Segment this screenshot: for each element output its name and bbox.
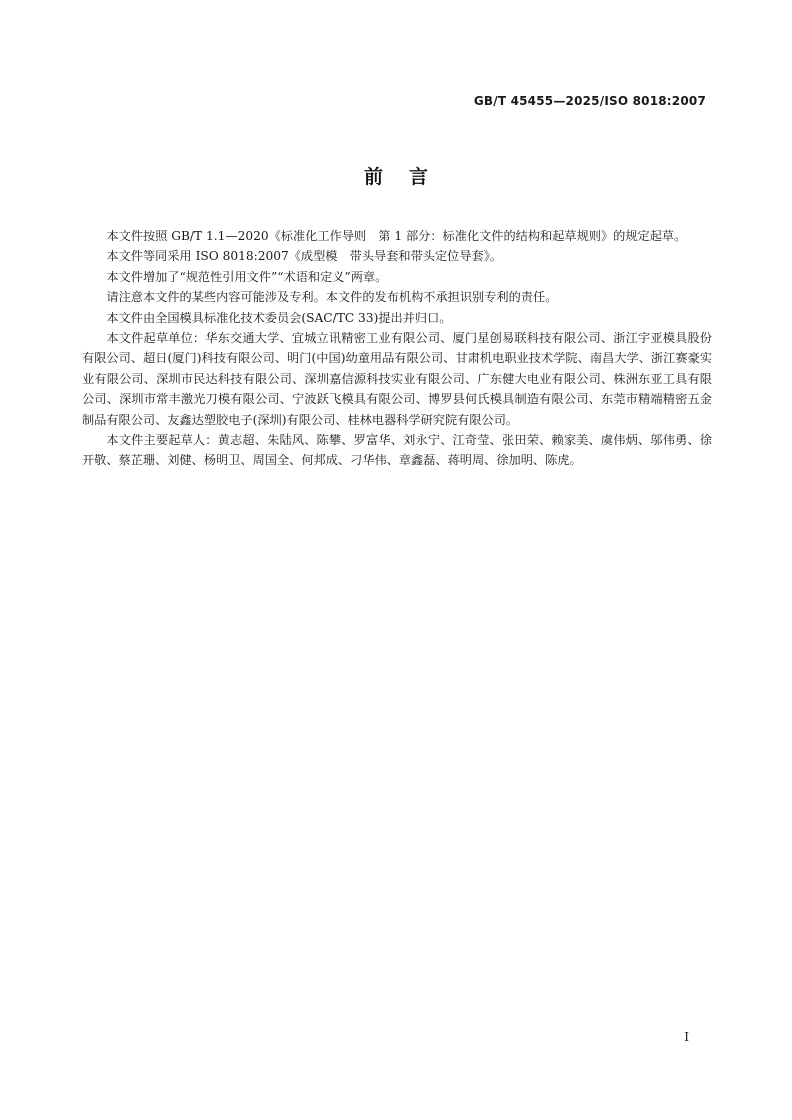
paragraph-drafting-rules: 本文件按照 GB/T 1.1—2020《标准化工作导则 第 1 部分：标准化文件的结构和起草规则》的规定起草。	[106, 229, 687, 243]
paragraph-added-chapters: 本文件增加了“规范性引用文件”“术语和定义”两章。	[106, 269, 388, 284]
page-title: 前言	[363, 166, 454, 188]
paragraph-drafting-organizations: 本文件起草单位：华东交通大学、宜城立讯精密工业有限公司、厦门星创易联科技有限公司、浙江宇亚模具股份有限公司、超日(厦门)科技有限公司、明门(中国)幼童用品有限公司、甘肃机电职业技术学院、南昌大学、浙江赛豪实业有限公司、深圳市民达科技有限公司、深圳嘉信源科技实业有限公司、广东健大电业有限公司、株洲东亚工具有限公司、深圳市常丰激光刀模有限公司、宁波跃飞模具有限公司、博罗县何氏模具制造有限公司、东莞市精端精密五金制品有限公司、友鑫达塑胶电子(深圳)有限公司、桂林电器科学研究院有限公司。	[82, 331, 712, 427]
paragraph-proposing-committee: 本文件由全国模具标准化技术委员会(SAC/TC 33)提出并归口。	[106, 310, 452, 325]
standard-number-header: GB/T 45455—2025/ISO 8018:2007	[473, 94, 706, 108]
paragraph-main-drafters: 本文件主要起草人：黄志超、朱陆风、陈攀、罗富华、刘永宁、江奇莹、张田荣、赖家美、虞伟炳、邬伟勇、徐开敬、蔡芷珊、刘健、杨明卫、周国全、何邦成、刁华伟、章鑫磊、蒋明周、徐加明、陈虎。	[82, 433, 712, 468]
page-number: I	[684, 1030, 689, 1044]
paragraph-equivalent-adoption: 本文件等同采用 ISO 8018:2007《成型模 带头导套和带头定位导套》。	[106, 249, 503, 264]
foreword-body	[82, 226, 712, 471]
paragraph-patent-notice: 请注意本文件的某些内容可能涉及专利。本文件的发布机构不承担识别专利的责任。	[106, 290, 558, 305]
